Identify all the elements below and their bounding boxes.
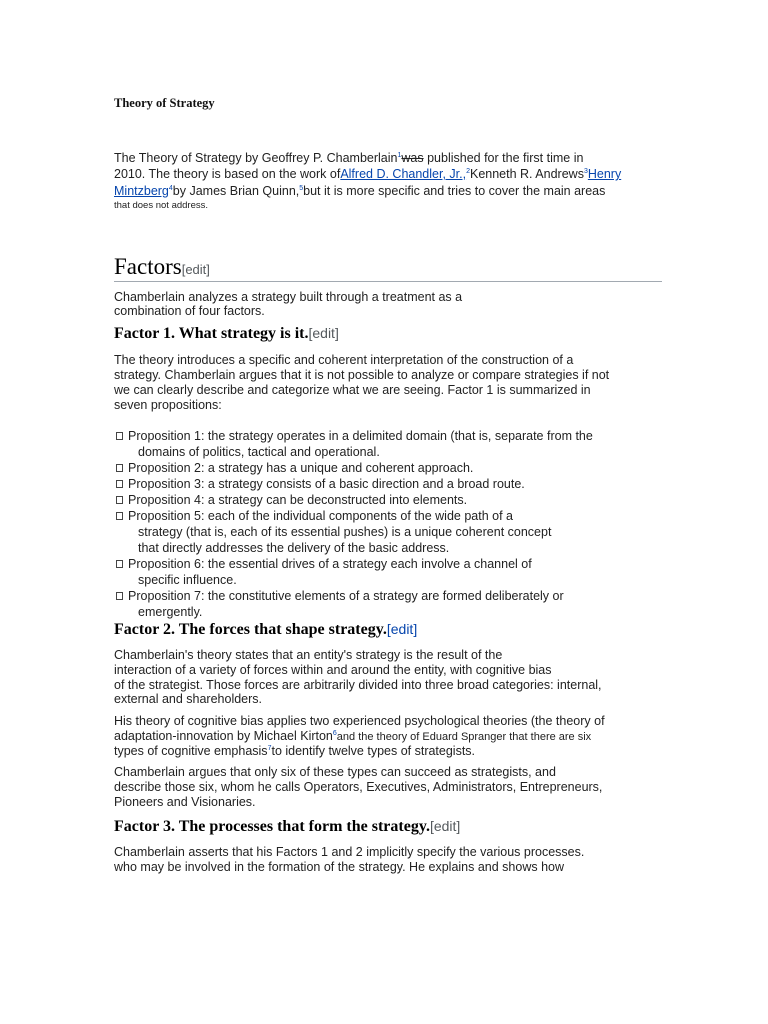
bullet-box-icon <box>116 496 123 504</box>
list-item-text: specific influence. <box>138 573 237 587</box>
list-item-text: Proposition 1: the strategy operates in a delimited domain (that is, separate from the <box>128 429 593 443</box>
footnote-ref-2[interactable]: 2 <box>466 167 470 175</box>
factors-heading: Factors <box>114 254 182 279</box>
bullet-box-icon <box>116 512 123 520</box>
footnote-ref-6[interactable]: 6 <box>332 729 337 737</box>
list-item-text: Proposition 4: a strategy can be deconstructed into elements. <box>128 493 468 507</box>
factor2-title: Factor 2. The forces that shape strategy. <box>114 621 387 638</box>
bullet-box-icon <box>116 560 123 568</box>
footnote-ref-5[interactable]: 5 <box>299 184 304 192</box>
list-item <box>114 476 614 492</box>
list-item-text: Proposition 2: a strategy has a unique and coherent approach. <box>128 461 474 475</box>
factor3-edit-link[interactable]: [edit] <box>429 818 461 834</box>
section-heading-factors <box>114 254 662 282</box>
bullet-box-icon <box>116 592 123 600</box>
factor3-title: Factor 3. The processes that form the strategy. <box>114 818 430 835</box>
factors-desc-2: combination of four factors. <box>114 304 265 318</box>
factor2-para-line: external and shareholders. <box>114 692 263 706</box>
footnote-ref-4[interactable]: 4 <box>168 184 173 192</box>
factor3-heading <box>114 818 460 836</box>
list-item <box>114 460 614 476</box>
factor1-para-line: strategy. Chamberlain argues that it is not possible to analyze or compare strategies if not <box>114 368 610 382</box>
list-item <box>114 588 614 620</box>
intro-text: by James Brian Quinn, <box>172 184 300 198</box>
intro-text: was <box>401 151 424 165</box>
factor2-para-line <box>114 743 475 759</box>
factor2-para-line: Chamberlain's theory states that an entity's strategy is the result of the <box>114 648 503 662</box>
page-title: Theory of Strategy <box>114 96 215 110</box>
footnote-ref-1[interactable]: 1 <box>397 151 402 159</box>
intro-text: 2010. The theory is based on the work of <box>114 167 341 181</box>
factor3-para-line: Chamberlain asserts that his Factors 1 and 2 implicitly specify the various processes. <box>114 845 585 859</box>
list-item-text: Proposition 5: each of the individual components of the wide path of a <box>128 509 513 523</box>
factor2-text: to identify twelve types of strategists. <box>271 744 476 758</box>
list-item-text: domains of politics, tactical and operational. <box>138 445 380 459</box>
factor2-text: types of cognitive emphasis <box>114 744 268 758</box>
factor1-title: Factor 1. What strategy is it. <box>114 325 309 342</box>
intro-text: published for the first time in <box>423 151 584 165</box>
factor1-para-line: we can clearly describe and categorize what we are seeing. Factor 1 is summarized in <box>114 383 591 397</box>
list-item-text: Proposition 7: the constitutive elements of a strategy are formed deliberately or <box>128 589 564 603</box>
factor2-para-line: Pioneers and Visionaries. <box>114 795 256 809</box>
intro-text: but it is more specific and tries to cover the main areas <box>303 184 606 198</box>
bullet-box-icon <box>116 480 123 488</box>
list-item <box>114 492 614 508</box>
intro-line-4: that does not address. <box>114 200 209 211</box>
footnote-ref-7[interactable]: 7 <box>267 744 272 752</box>
factor2-para-line: describe those six, whom he calls Operators, Executives, Administrators, Entrepreneurs, <box>114 780 603 794</box>
factor1-para-line: The theory introduces a specific and coherent interpretation of the construction of a <box>114 353 574 367</box>
factors-desc-1: Chamberlain analyzes a strategy built through a treatment as a <box>114 290 463 304</box>
factor2-text: adaptation-innovation by Michael Kirton <box>114 729 333 743</box>
factor2-edit-link[interactable]: [edit] <box>386 621 418 637</box>
factors-edit-link[interactable]: [edit] <box>181 262 210 277</box>
propositions-list <box>114 428 614 620</box>
intro-line-2 <box>114 166 631 182</box>
factor1-para-line: seven propositions: <box>114 398 222 412</box>
list-item <box>114 556 614 588</box>
factor2-para-line: His theory of cognitive bias applies two experienced psychological theories (the theory of <box>114 714 605 728</box>
link-mintzberg-2[interactable]: Mintzberg <box>114 184 169 198</box>
bullet-box-icon <box>116 464 123 472</box>
link-mintzberg-underline[interactable] <box>621 167 631 181</box>
list-item-text: emergently. <box>138 605 203 619</box>
bullet-box-icon <box>116 432 123 440</box>
intro-line-3 <box>114 183 605 199</box>
footnote-ref-3[interactable]: 3 <box>583 167 588 175</box>
intro-line-1 <box>114 150 583 166</box>
list-item <box>114 428 614 460</box>
list-item-text: that directly addresses the delivery of the basic address. <box>138 541 450 555</box>
factor2-para-line: interaction of a variety of forces within and around the entity, with cognitive bias <box>114 663 552 677</box>
factor2-heading <box>114 621 417 639</box>
factor2-para-line: Chamberlain argues that only six of these types can succeed as strategists, and <box>114 765 556 779</box>
link-chandler[interactable]: Alfred D. Chandler, Jr., <box>340 167 467 181</box>
factor1-edit-link[interactable]: [edit] <box>308 325 339 341</box>
link-mintzberg[interactable]: Henry <box>587 167 622 181</box>
factor1-heading <box>114 325 339 343</box>
intro-text: Kenneth R. Andrews <box>469 167 584 181</box>
list-item <box>114 508 614 556</box>
factor3-para-line: who may be involved in the formation of the strategy. He explains and shows how <box>114 860 565 874</box>
list-item-text: Proposition 6: the essential drives of a strategy each involve a channel of <box>128 557 532 571</box>
list-item-text: Proposition 3: a strategy consists of a basic direction and a broad route. <box>128 477 525 491</box>
intro-text: The Theory of Strategy by Geoffrey P. Chamberlain <box>114 151 398 165</box>
factor2-para-line: of the strategist. Those forces are arbitrarily divided into three broad categories: internal, <box>114 678 602 692</box>
list-item-text: strategy (that is, each of its essential pushes) is a unique coherent concept <box>138 525 552 539</box>
factor2-text: and the theory of Eduard Spranger that there are six <box>336 731 592 743</box>
